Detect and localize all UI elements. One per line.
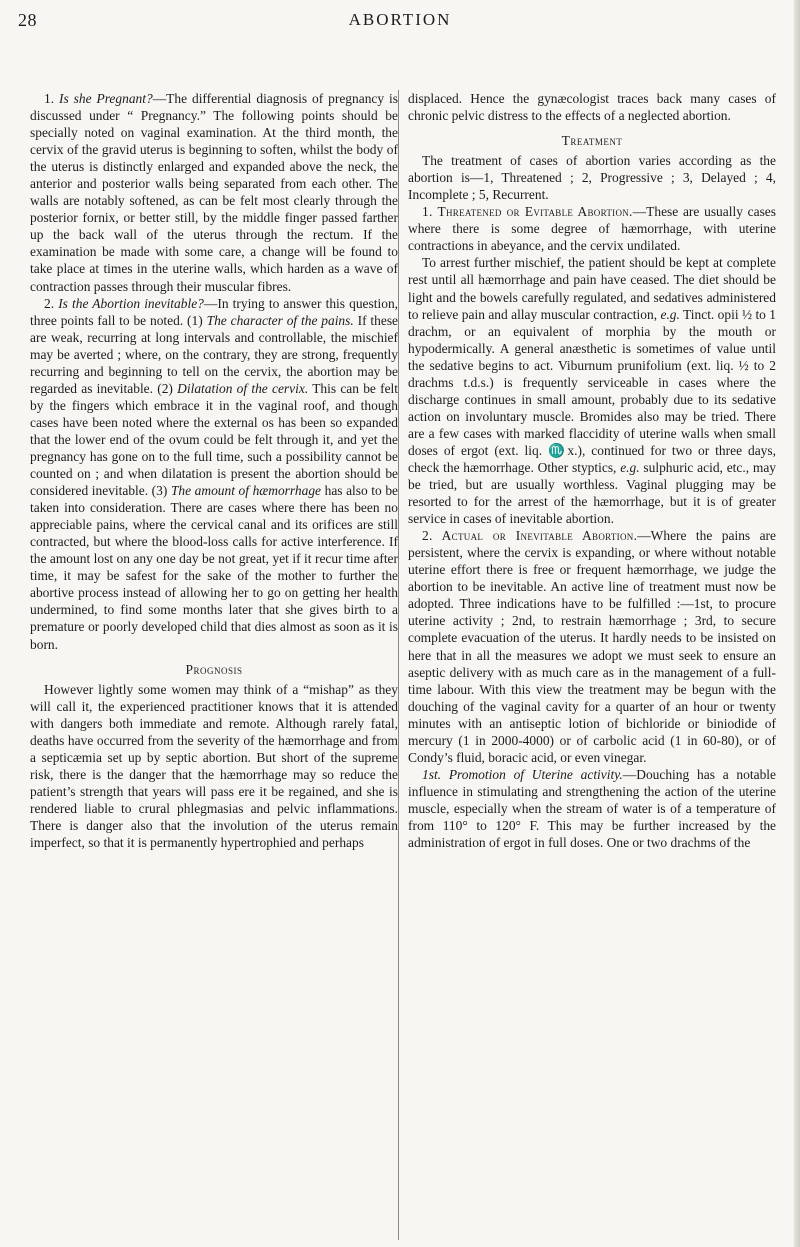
subsection-heading: 2. Actual or Inevitable Abortion. bbox=[422, 528, 638, 544]
page-header bbox=[0, 6, 800, 36]
paragraph-text: —Douching has a notable influence in stimulating and strengthening the action of the uterine muscle, especially when the stream of water is of a temperature of from 110° to 120° F. This may be further increased by the administration of ergot in full doses. One or two drachms of the bbox=[408, 766, 776, 851]
paragraph-pregnancy: 1. Is she Pregnant?—The differential diagnosis of pregnancy is discussed under “ Pregnancy.” The following points should be specially noted on vaginal examination. At the third month, the cervix of the gravid uterus is beginning to soften, whilst the body of the uterus is distinctly enlarged and expanded above the neck, the anterior and posterior walls being separated from each other. The walls are notably softened, as can be felt most clearly through the posterior fornix, or better still, by the middle finger passed farther up the back wall of the uterus through the rectum. If the examination be made with some care, a change will be found to take place at times in the uterine walls, which harden as a wave of contraction passes through their muscular fibres. bbox=[30, 91, 398, 294]
section-heading-prognosis: Prognosis bbox=[185, 661, 243, 677]
paragraph-text: sulphuric acid, etc., may be tried, but are usually worthless. Vaginal plugging may be resorted to for the arrest of the hæmorrhage, but it is of greater service in cases of inevitable abortion. bbox=[408, 459, 776, 527]
question-heading: Is the Abortion inevitable? bbox=[58, 295, 204, 311]
italic-phrase: e.g. bbox=[620, 459, 640, 475]
paragraph-treatment-intro: The treatment of cases of abortion varies according as the abortion is—1, Threatened ; 2, Progressive ; 3, Delayed ; 4, Incomplete ; 5, Recurrent. bbox=[408, 153, 776, 203]
paragraph-prognosis: However lightly some women may think of a “mishap” as they will call it, the experienced practitioner knows that it is attended with dangers both immediate and remote. Although rarely fatal, deaths have occurred from the severity of the hæmorrhage and from a septicæmia set up by septic abortion. But short of the supreme risk, there is the danger that the hæmorrhage may so reduce the patient’s strength that years will pass ere it be regained, and she is rendered liable to crural phlegmasias and pelvic inflammations. There is danger also that the involution of the uterus remain imperfect, so that it is permanently hypertrophied and perhaps bbox=[30, 681, 398, 851]
paragraph-inevitable-abortion bbox=[408, 527, 776, 766]
paragraph-threatened bbox=[408, 203, 776, 254]
subsection-heading: 1st. Promotion of Uterine activity. bbox=[422, 766, 623, 782]
paragraph-continuation: displaced. Hence the gynæcologist traces back many cases of chronic pelvic distress to the effects of a neglected abortion. bbox=[408, 91, 776, 124]
left-column bbox=[30, 90, 398, 1240]
paragraph-text: This can be felt by the fingers which embrace it in the vaginal roof, and though cases have been noted where the external os has been so expanded that the lower end of the ovum could be felt through it, and yet the pregnancy has gone on to the full time, such a possibility cannot be counted on ; and when dilatation is present the abortion should be considered inevitable. (3) bbox=[30, 380, 398, 499]
subsection-heading: 1. Threatened or Evitable Abortion. bbox=[422, 204, 633, 220]
paragraph-text: If these are weak, recurring at long intervals and controllable, the mischief may be averted ; where, on the contrary, they are strong, frequently recurring and beginning to tell on the cervix, the abortion may be regarded as inevitable. (2) bbox=[30, 312, 398, 396]
right-column bbox=[408, 90, 776, 1240]
paragraph-text: The differential diagnosis of pregnancy is discussed under “ Pregnancy.” The following points should be specially noted on vaginal examination. At the third month, the cervix of the gravid uterus is beginning to soften, whilst the body of the uterus is distinctly enlarged and expanded above the neck, the anterior and posterior walls being separated from each other. The walls are notably softened, as can be felt most clearly through the posterior fornix, or better still, by the middle finger passed farther up the back wall of the uterus through the rectum. If the examination be made with some care, a change will be found to take place at times in the uterine walls, which harden as a wave of contraction passes through their muscular fibres. bbox=[30, 91, 398, 294]
column-divider bbox=[398, 90, 399, 1240]
page-number: 28 bbox=[18, 10, 37, 30]
question-heading: Is she Pregnant? bbox=[59, 91, 153, 106]
page-edge-shadow bbox=[794, 0, 800, 1247]
italic-phrase: e.g. bbox=[660, 306, 680, 322]
italic-phrase: The character of the pains. bbox=[206, 312, 354, 328]
running-head: ABORTION bbox=[348, 10, 452, 29]
italic-phrase: Dilatation of the cervix. bbox=[177, 380, 309, 396]
italic-phrase: The amount of hæmorrhage bbox=[170, 483, 322, 499]
paragraph-text: —These are usually cases where there is some degree of hæmorrhage, with uterine contractions in abeyance, and the cervix undilated. bbox=[408, 204, 776, 254]
paragraph-text: To arrest further mischief, the patient should be kept at complete rest until all hæmorrhage and pain have ceased. The diet should be light and the bowels carefully regulated, and sedatives administered to relieve pain and allay muscular contraction, bbox=[408, 255, 776, 322]
paragraph-text: Tinct. opii ½ to 1 drachm, or an equivalent of morphia by the mouth or hypodermically. A general anæsthetic is sometimes of value until the sedative begins to act. Viburnum prunifolium (ext. liq. ½ to 2 drachms t.d.s.) is frequently serviceable in cases where the discharge continues in small amount, probably due to its sedative action on involuntary muscle. Bromides also may be tried. There are a few cases with marked flaccidity of uterine walls when small doses of ergot (ext. liq. ♏x.), continued for two or three days, check the hæmorrhage. Other styptics, bbox=[408, 306, 776, 475]
paragraph-uterine-activity bbox=[408, 766, 776, 851]
paragraph-text: has also to be taken into consideration. There are cases where there has been no appreciable pains, where the cervical canal and its orifices are still contracted, but where the blood-loss calls for active interference. If the amount lost on any one day be not great, yet if it recur time after time, it may be safest for the sake of the mother to further the abortive process instead of allowing her to go on getting her health undermined, to find some months later that she gives birth to a premature or poorly developed child that dies almost as soon as it is born. bbox=[30, 483, 398, 652]
section-heading-treatment: Treatment bbox=[561, 133, 623, 149]
paragraph-threatened-treatment bbox=[408, 254, 776, 527]
paragraph-text: In trying to answer this question, three points fall to be noted. (1) bbox=[30, 295, 398, 328]
paragraph-inevitable: 2. Is the Abortion inevitable?—In trying to answer this question, three points fall to be noted. (1) The character of the pains. If these are weak, recurring at long intervals and controllable, the mischief may be averted ; where, on the contrary, they are strong, frequently recurring and beginning to tell on the cervix, the abortion may be regarded as inevitable. (2) Dilatation of the cervix. This can be felt by the fingers which embrace it in the vaginal roof, and though cases have been noted where the external os has been so expanded that the lower end of the ovum could be felt through it, and yet the pregnancy has gone on to the full time, such a possibility cannot be counted on ; and when dilatation is present the abortion should be considered inevitable. (3) The amount of hæmorrhage has also to be taken into consideration. There are cases where there has been no appreciable pains, where the cervical canal and its orifices are still contracted, but where the blood-loss calls for active interference. If the amount lost on any one day be not great, yet if it recur time after time, it may be safest for the sake of the mother to further the abortive process instead of allowing her to go on getting her health undermined, to find some months later that she gives birth to a premature or poorly developed child that dies almost as soon as it is born. bbox=[30, 295, 398, 652]
paragraph-text: —Where the pains are persistent, where the cervix is expanding, or where without notable uterine effort there is free or frequent hæmorrhage, we judge the abortion to be inevitable. An active line of treatment must now be adopted. Three indications have to be fulfilled :—1st, to procure uterine activity ; 2nd, to restrain hæmorrhage ; 3rd, to secure complete evacuation of the uterus. It hardly needs to be insisted on here that in all the measures we adopt we must seek to ensure an aseptic delivery with as much care as in the management of a full-time labour. With this view the treatment may be begun with the douching of the vaginal cavity for a quarter of an hour or twenty minutes with an antiseptic lotion of bichloride or biniodide of mercury (1 in 2000-4000) or of carbolic acid (1 in 60-80), or of Condy’s fluid, boracic acid, or even vinegar. bbox=[408, 528, 776, 765]
